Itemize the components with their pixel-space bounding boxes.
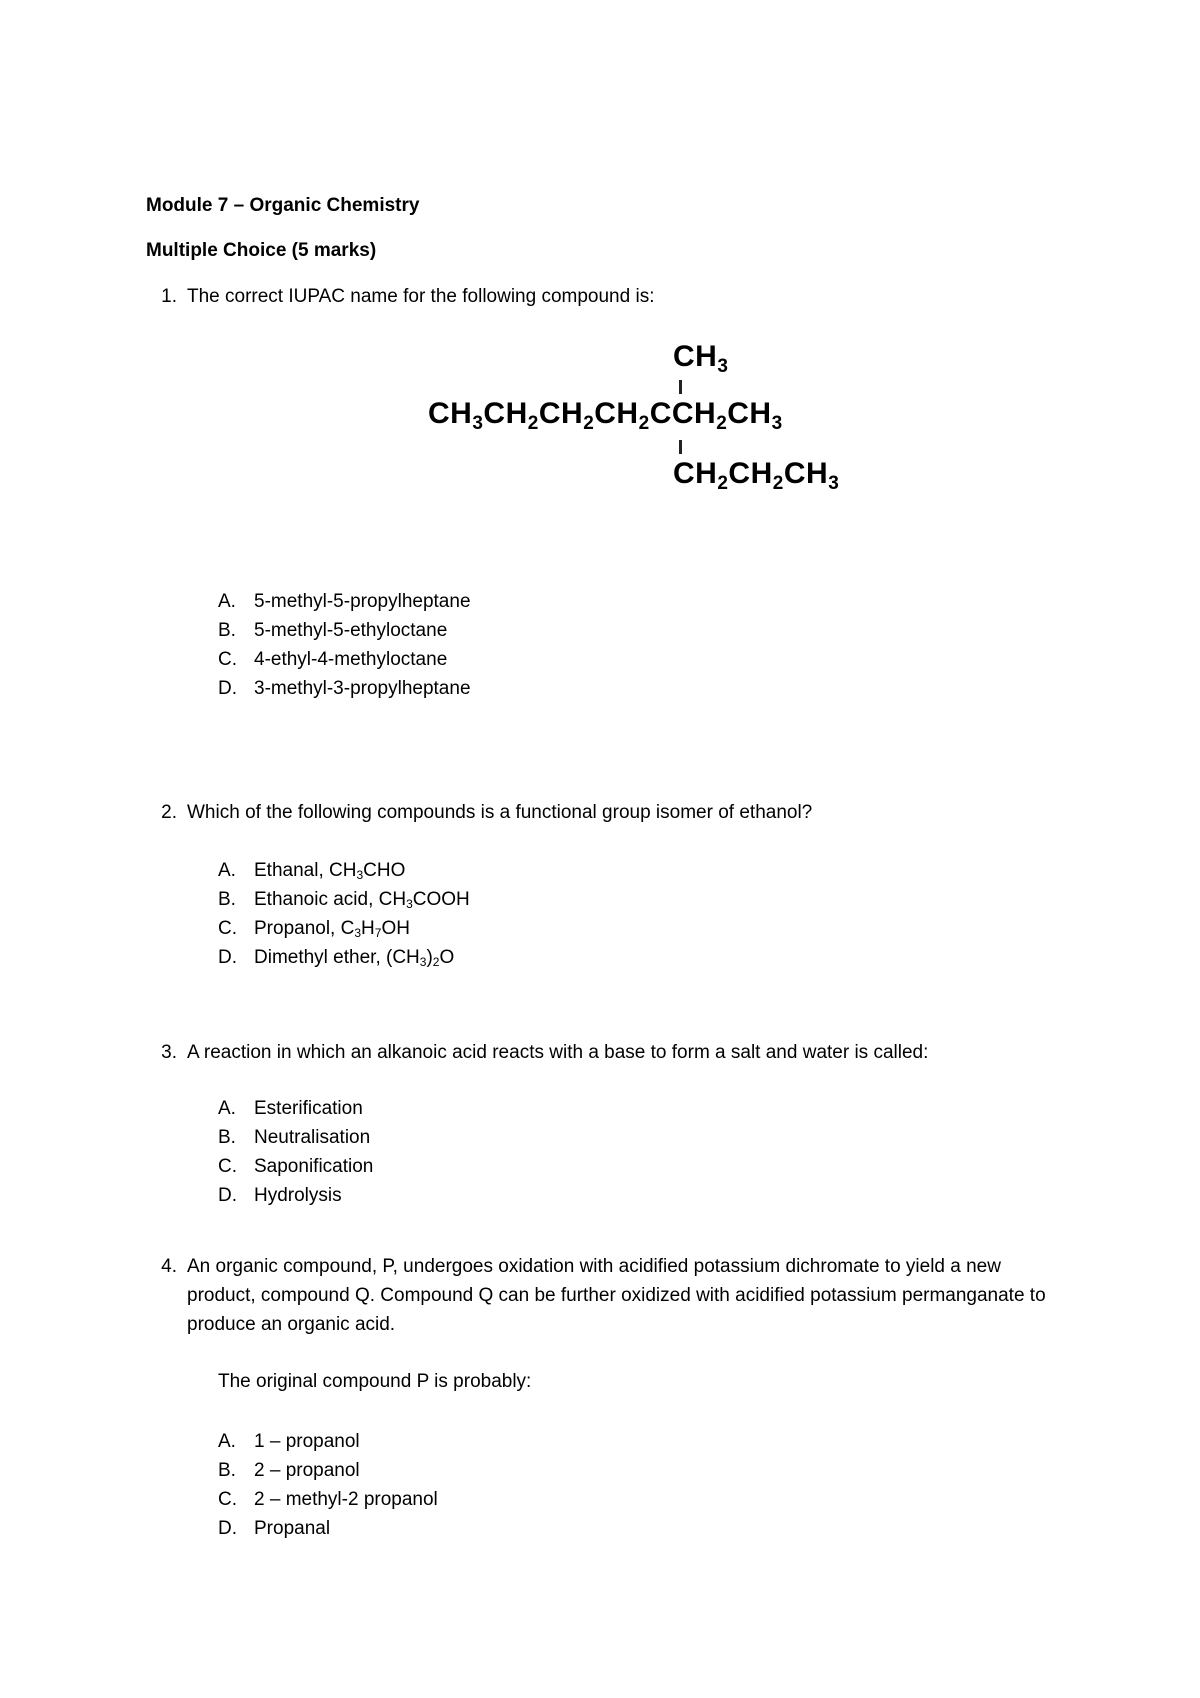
option-b[interactable]: B. 2 – propanol: [218, 1460, 360, 1481]
option-d[interactable]: D. 3-methyl-3-propylheptane: [218, 678, 471, 699]
question-4: [161, 1252, 1057, 1339]
formula-top-group: $CH_3$: [673, 340, 729, 377]
option-b[interactable]: B. Neutralisation: [218, 1127, 371, 1148]
question-text: The correct IUPAC name for the following compound is:: [187, 286, 655, 307]
option-d[interactable]: D. Dimethyl ether, $(CH_3)_2O$: [218, 947, 455, 969]
bond-down: [679, 440, 682, 454]
module-title: Module 7 – Organic Chemistry: [146, 195, 420, 216]
option-a[interactable]: A. Ethanal, $CH_3CHO$: [218, 860, 406, 882]
option-c[interactable]: C. Propanol, $C_3H_7OH$: [218, 918, 410, 940]
option-a[interactable]: A. 5-methyl-5-propylheptane: [218, 591, 471, 612]
question-1: [161, 282, 1067, 311]
question-text: A reaction in which an alkanoic acid reacts with a base to form a salt and water is called:: [187, 1042, 929, 1063]
question-number: 1.: [161, 286, 177, 307]
question-number: 3.: [161, 1042, 177, 1063]
question-text: Which of the following compounds is a functional group isomer of ethanol?: [187, 802, 813, 823]
option-b[interactable]: B. Ethanoic acid, $CH_3COOH$: [218, 889, 470, 911]
formula-bottom-group: $CH_2CH_2CH_3$: [673, 457, 840, 494]
structural-formula: [418, 340, 878, 500]
question-2: [161, 798, 1067, 827]
option-c[interactable]: C. Saponification: [218, 1156, 374, 1177]
question-text: An organic compound, P, undergoes oxidation with acidified potassium dichromate to yield a new product, compound Q. Compound Q can be further oxidized with acidified potassium permanganate to produce an organic acid.: [187, 1256, 1046, 1335]
question-2-options: [218, 856, 470, 972]
option-a[interactable]: A. 1 – propanol: [218, 1431, 360, 1452]
question-3-options: [218, 1094, 373, 1210]
question-number: 2.: [161, 802, 177, 823]
option-d[interactable]: D. Propanal: [218, 1518, 331, 1539]
option-a[interactable]: A. Esterification: [218, 1098, 363, 1119]
question-1-options: [218, 587, 471, 703]
option-c[interactable]: C. 2 – methyl-2 propanol: [218, 1489, 438, 1510]
question-4-options: [218, 1427, 438, 1543]
question-4-followup: The original compound P is probably:: [218, 1371, 532, 1392]
option-d[interactable]: D. Hydrolysis: [218, 1185, 342, 1206]
option-c[interactable]: C. 4-ethyl-4-methyloctane: [218, 649, 448, 670]
question-number: 4.: [161, 1256, 177, 1277]
formula-main-chain: $CH_3CH_2CH_2CH_2CCH_2CH_3$: [428, 397, 783, 434]
option-b[interactable]: B. 5-methyl-5-ethyloctane: [218, 620, 448, 641]
question-3: [161, 1038, 1067, 1067]
bond-up: [679, 380, 682, 394]
section-title: Multiple Choice (5 marks): [146, 240, 377, 261]
